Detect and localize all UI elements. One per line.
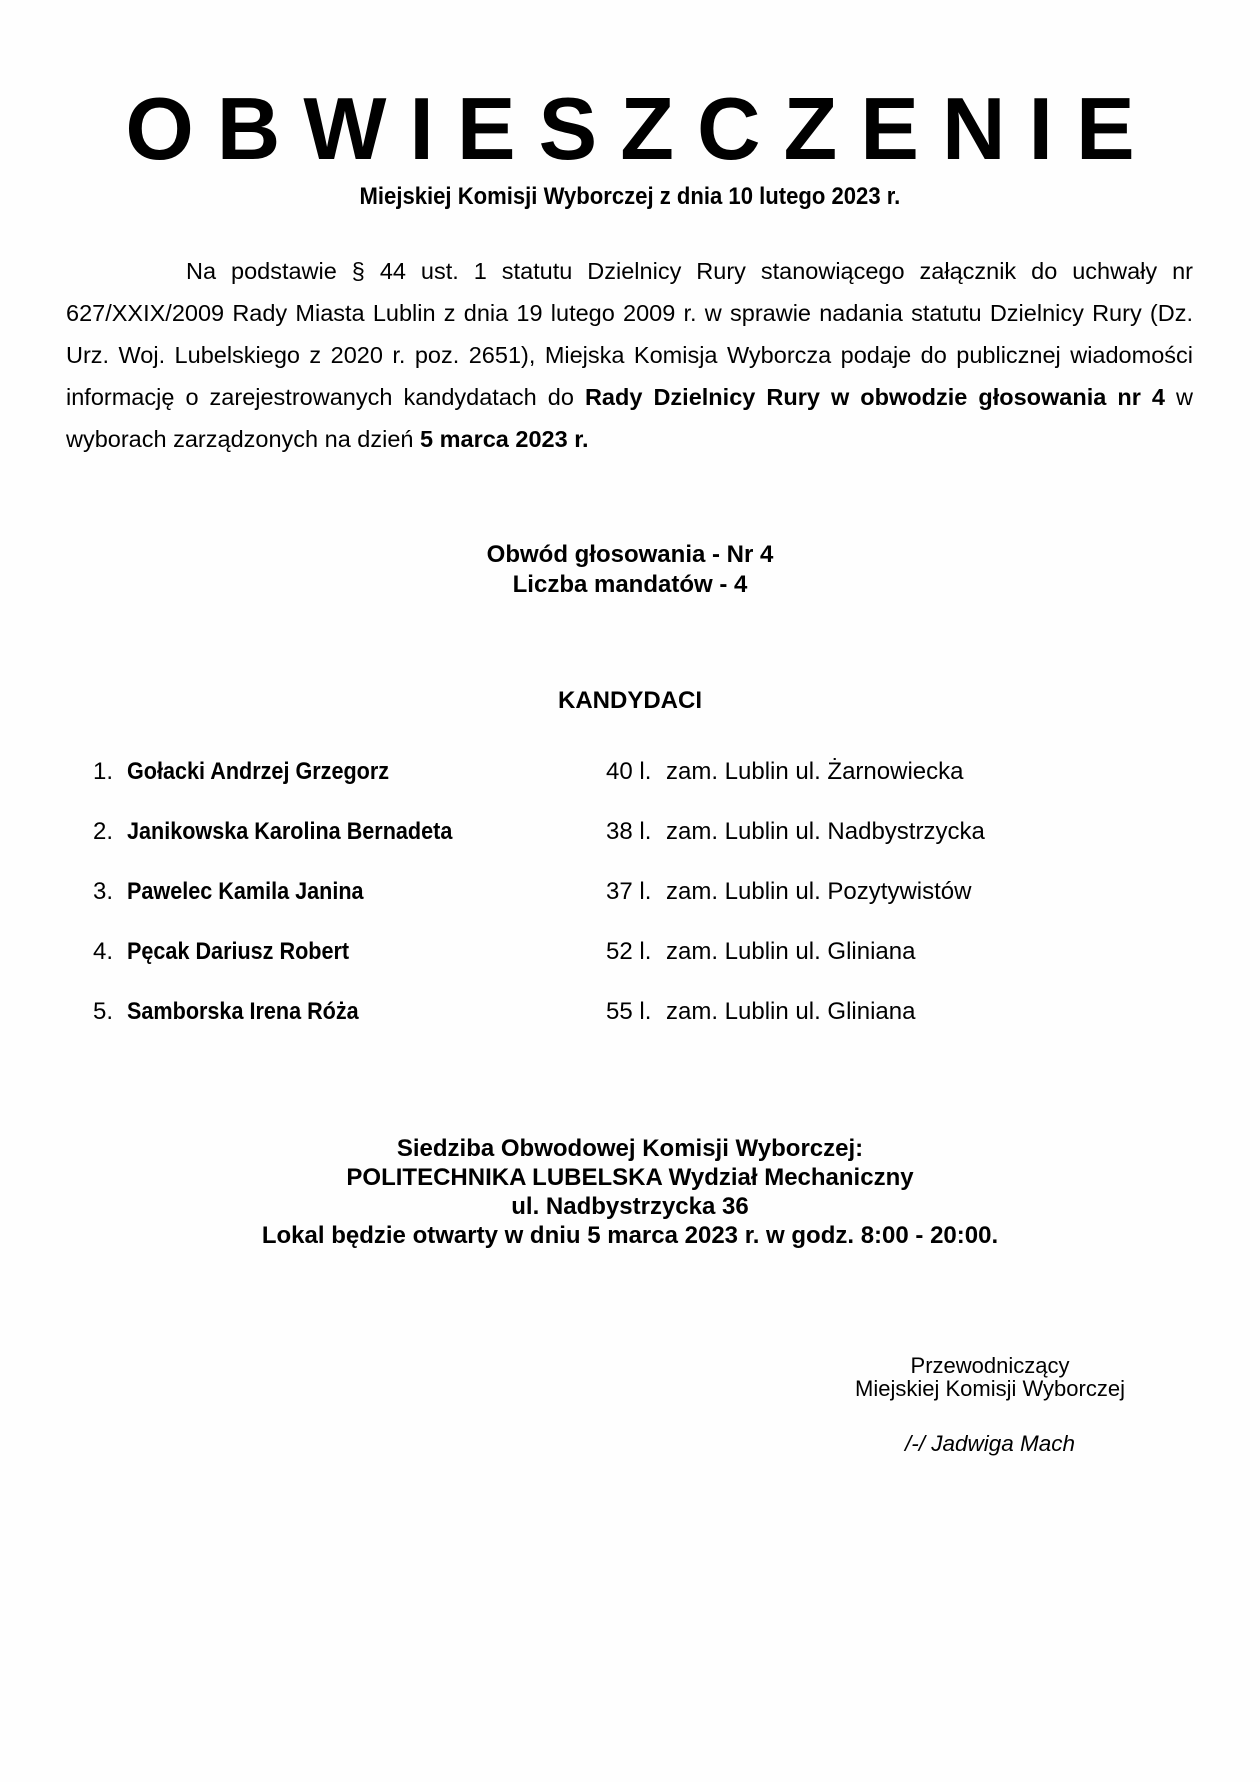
candidates-heading: KANDYDACI bbox=[558, 687, 702, 714]
intro-text-part2: w wyborach zarządzonych na dzień bbox=[66, 384, 1193, 452]
candidate-row bbox=[0, 937, 1260, 997]
intro-bold-election-date: 5 marca 2023 r. bbox=[420, 426, 589, 452]
candidate-address: zam. Lublin ul. Żarnowiecka bbox=[666, 758, 964, 785]
candidate-name: Pęcak Dariusz Robert bbox=[127, 938, 350, 965]
candidate-row bbox=[0, 817, 1260, 877]
candidate-age: 40 l. bbox=[606, 758, 652, 785]
candidates-list bbox=[0, 757, 1260, 1057]
seat-address: ul. Nadbystrzycka 36 bbox=[511, 1193, 749, 1220]
intro-text-part1: Na podstawie § 44 ust. 1 statutu Dzielnicy Rury stanowiącego załącznik do uchwały nr 627/XXIX/2009 Rady Miasta Lublin z dnia 19 lutego 2009 r. w sprawie nadania statutu Dzielnicy Rury (Dz. Urz. Woj. Lubelskiego z 2020 r. poz. 2651), Miejska Komisja Wyborcza podaje do publicznej wiadomości informację o zarejestrowanych kandydatach do bbox=[66, 258, 1193, 410]
intro-paragraph bbox=[66, 250, 1193, 460]
candidate-address: zam. Lublin ul. Gliniana bbox=[666, 998, 916, 1025]
candidate-address: zam. Lublin ul. Gliniana bbox=[666, 938, 916, 965]
district-info bbox=[0, 540, 1260, 600]
signature-role: Przewodniczący bbox=[910, 1353, 1070, 1378]
candidate-row bbox=[0, 877, 1260, 937]
seat-opening-hours: Lokal będzie otwarty w dniu 5 marca 2023 r. w godz. 8:00 - 20:00. bbox=[261, 1222, 999, 1249]
mandate-count: Liczba mandatów - 4 bbox=[512, 571, 748, 598]
seat-heading: Siedziba Obwodowej Komisji Wyborczej: bbox=[396, 1135, 864, 1162]
candidate-number: 4. bbox=[93, 938, 114, 965]
document-subtitle bbox=[0, 182, 1260, 212]
candidate-address: zam. Lublin ul. Pozytywistów bbox=[666, 878, 972, 905]
candidate-age: 55 l. bbox=[606, 998, 652, 1025]
candidate-row bbox=[0, 997, 1260, 1057]
document-title: OBWIESZCZENIE bbox=[125, 79, 1158, 178]
candidate-number: 2. bbox=[93, 818, 114, 845]
signature-body: Miejskiej Komisji Wyborczej bbox=[855, 1376, 1125, 1401]
candidate-age: 37 l. bbox=[606, 878, 652, 905]
seat-institution: POLITECHNIKA LUBELSKA Wydział Mechaniczny bbox=[346, 1164, 914, 1191]
candidate-number: 1. bbox=[93, 758, 114, 785]
signature-name: /-/ Jadwiga Mach bbox=[904, 1431, 1076, 1456]
candidate-name: Pawelec Kamila Janina bbox=[127, 878, 364, 905]
signature-block bbox=[835, 1354, 1145, 1455]
candidate-number: 5. bbox=[93, 998, 114, 1025]
candidate-address: zam. Lublin ul. Nadbystrzycka bbox=[666, 818, 985, 845]
commission-seat-info bbox=[0, 1134, 1260, 1250]
candidate-row bbox=[0, 757, 1260, 817]
subtitle-text: Miejskiej Komisji Wyborczej z dnia 10 lutego 2023 r. bbox=[359, 183, 901, 210]
candidate-age: 52 l. bbox=[606, 938, 652, 965]
district-number: Obwód głosowania - Nr 4 bbox=[486, 541, 774, 568]
intro-bold-council-district: Rady Dzielnicy Rury w obwodzie głosowania nr 4 bbox=[584, 384, 1165, 410]
candidate-age: 38 l. bbox=[606, 818, 652, 845]
candidate-name: Janikowska Karolina Bernadeta bbox=[127, 818, 453, 845]
candidate-number: 3. bbox=[93, 878, 114, 905]
candidate-name: Samborska Irena Róża bbox=[127, 998, 359, 1025]
candidate-name: Gołacki Andrzej Grzegorz bbox=[127, 758, 390, 785]
